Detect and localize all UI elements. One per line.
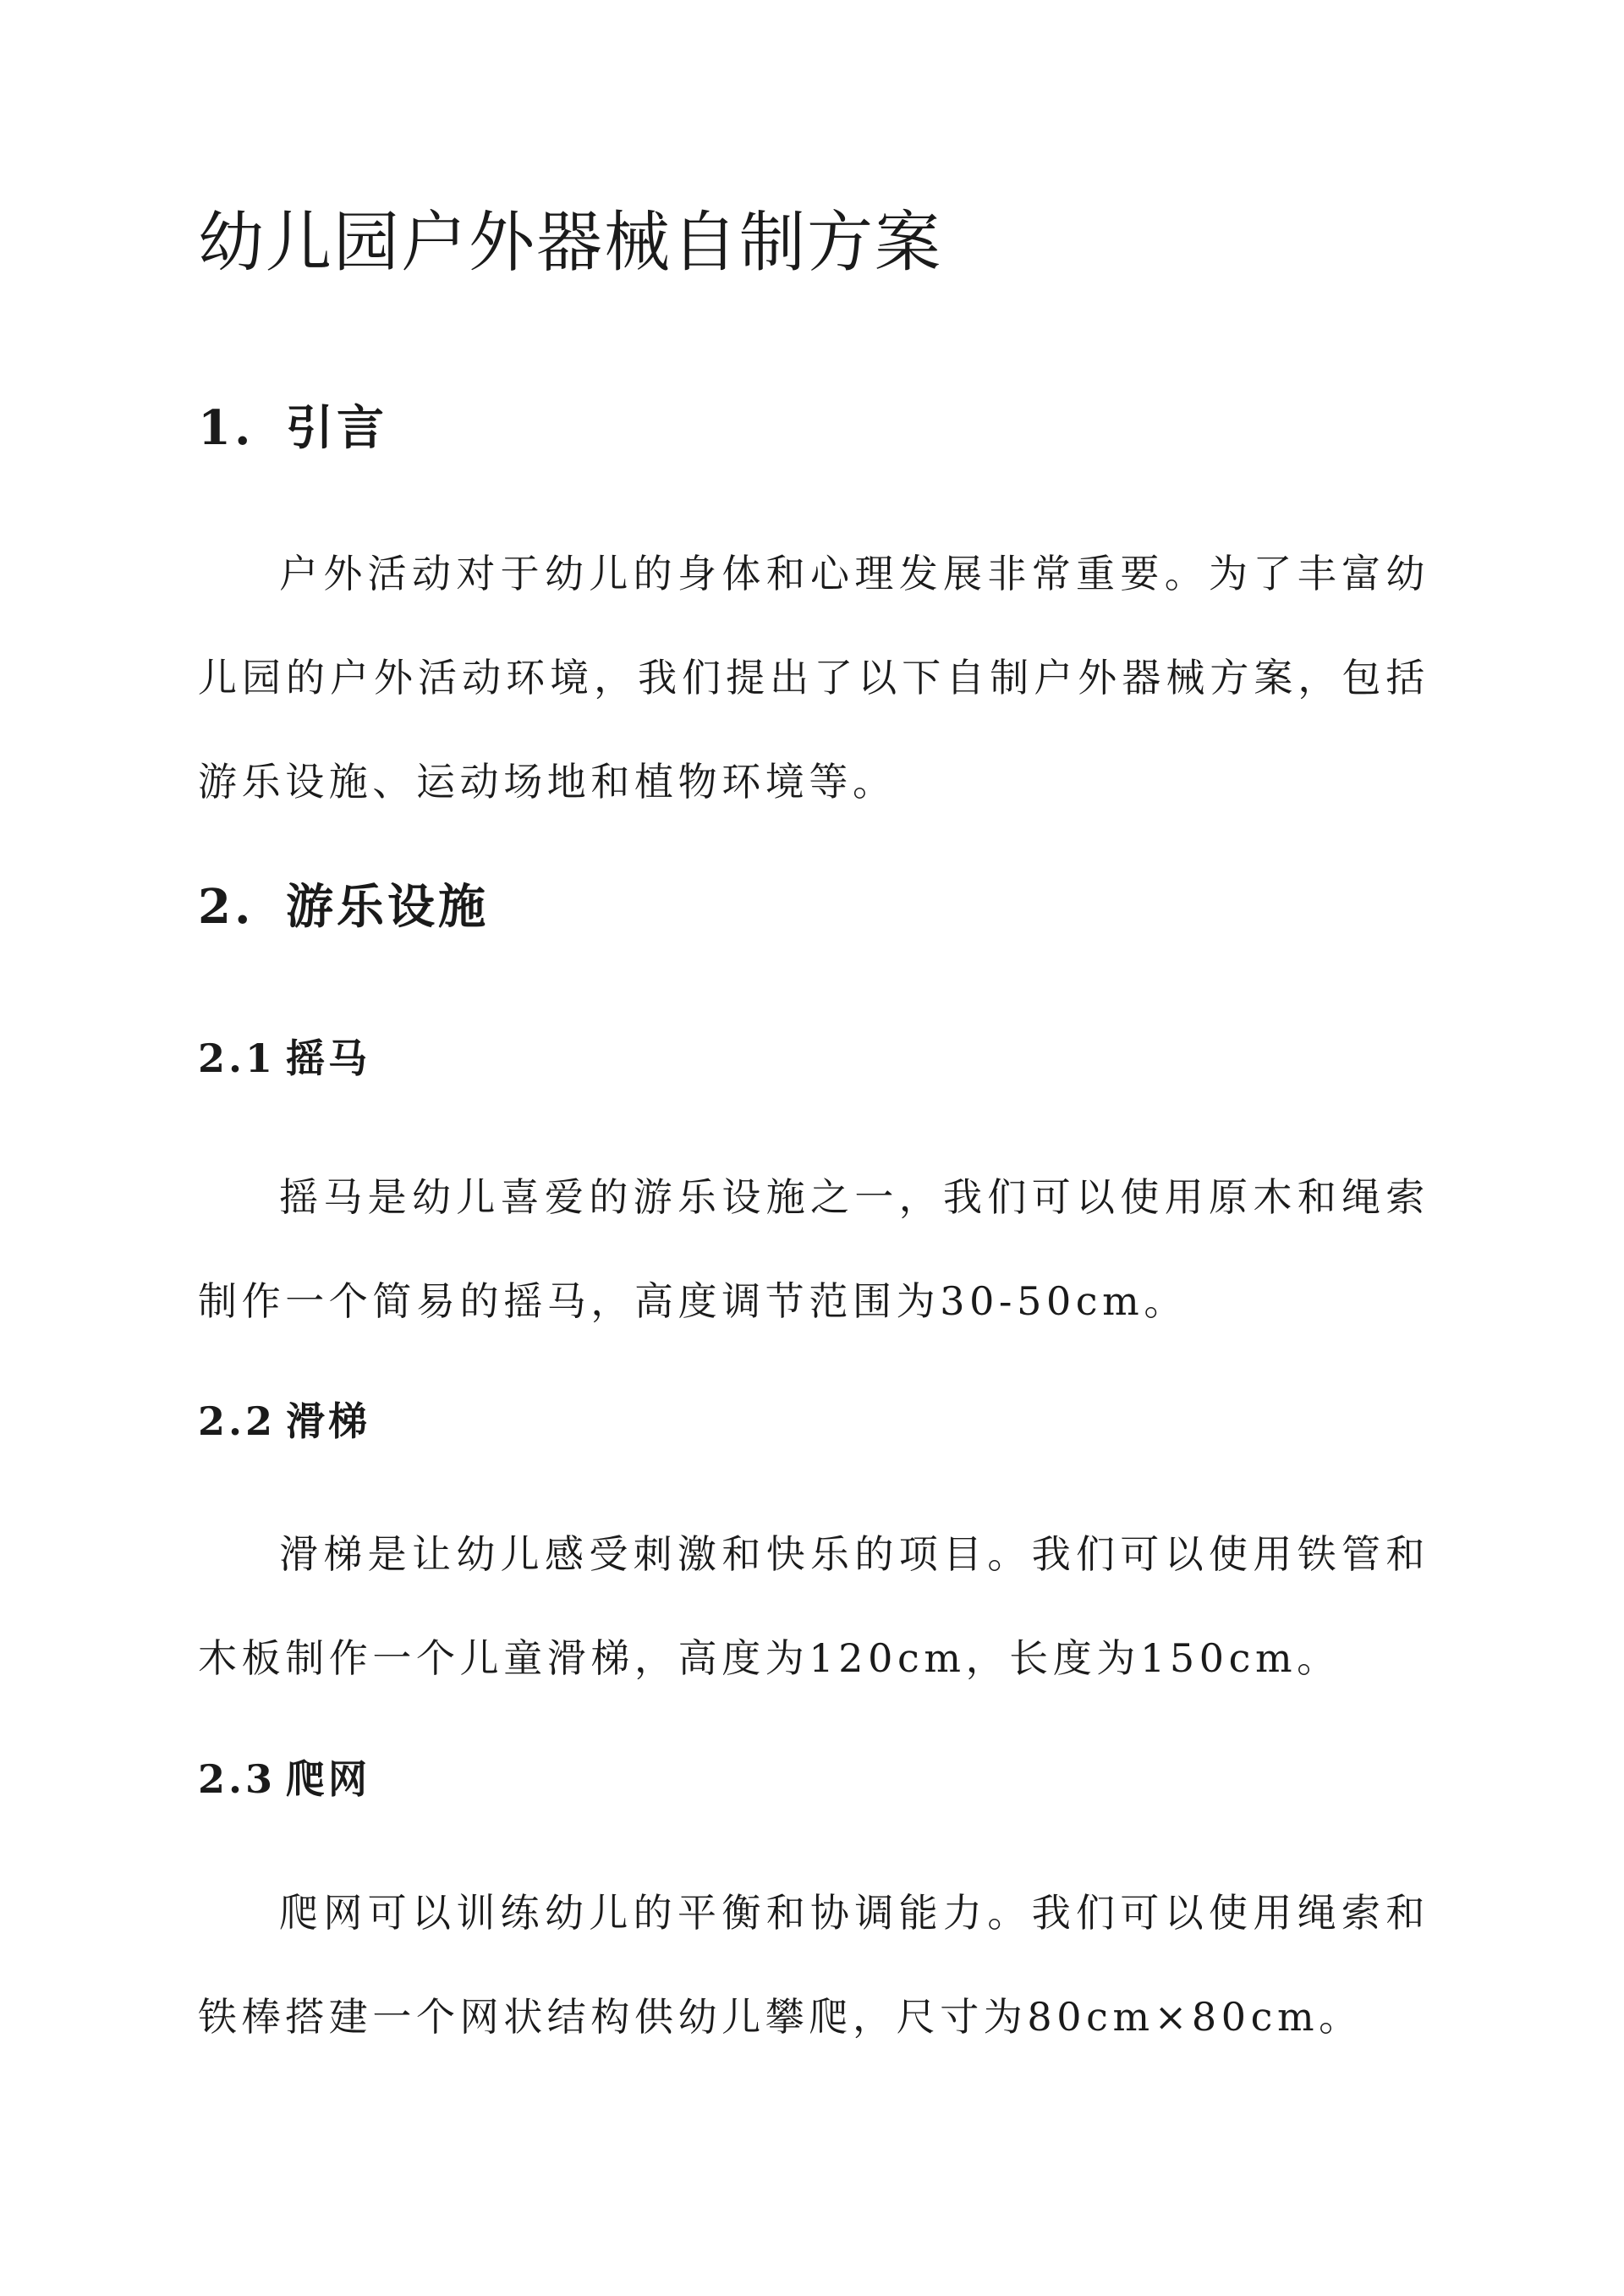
section-heading-play-facilities — [198, 873, 489, 941]
subsection-heading-climbing-net — [198, 1749, 370, 1809]
section-title: 引言 — [286, 400, 387, 456]
section-heading-intro — [198, 394, 387, 462]
section-number: 1. — [198, 400, 255, 456]
intro-paragraph: 户外活动对于幼儿的身体和心理发展非常重要。为了丰富幼儿园的户外活动环境，我们提出了以下自制户外器械方案，包括游乐设施、运动场地和植物环境等。 — [198, 551, 1429, 805]
climbing-net-paragraph: 爬网可以训练幼儿的平衡和协调能力。我们可以使用绳索和铁棒搭建一个网状结构供幼儿攀爬，尺寸为80cm×80cm。 — [198, 1890, 1429, 2040]
subsection-number: 2.2 — [198, 1398, 277, 1444]
subsection-title: 滑梯 — [286, 1398, 370, 1444]
section-title: 游乐设施 — [286, 879, 489, 935]
rocking-horse-paragraph: 摇马是幼儿喜爱的游乐设施之一，我们可以使用原木和绳索制作一个简易的摇马，高度调节范围为30-50cm。 — [198, 1174, 1429, 1324]
document-title: 幼儿园户外器械自制方案 — [198, 205, 943, 281]
subsection-heading-slide — [198, 1392, 370, 1451]
subsection-number: 2.3 — [198, 1756, 277, 1802]
slide-paragraph: 滑梯是让幼儿感受刺激和快乐的项目。我们可以使用铁管和木板制作一个儿童滑梯，高度为120cm，长度为150cm。 — [198, 1531, 1429, 1681]
section-number: 2. — [198, 879, 255, 935]
subsection-number: 2.1 — [198, 1035, 277, 1081]
subsection-heading-rocking-horse — [198, 1029, 370, 1088]
subsection-title: 摇马 — [286, 1035, 370, 1081]
subsection-title: 爬网 — [286, 1756, 370, 1802]
